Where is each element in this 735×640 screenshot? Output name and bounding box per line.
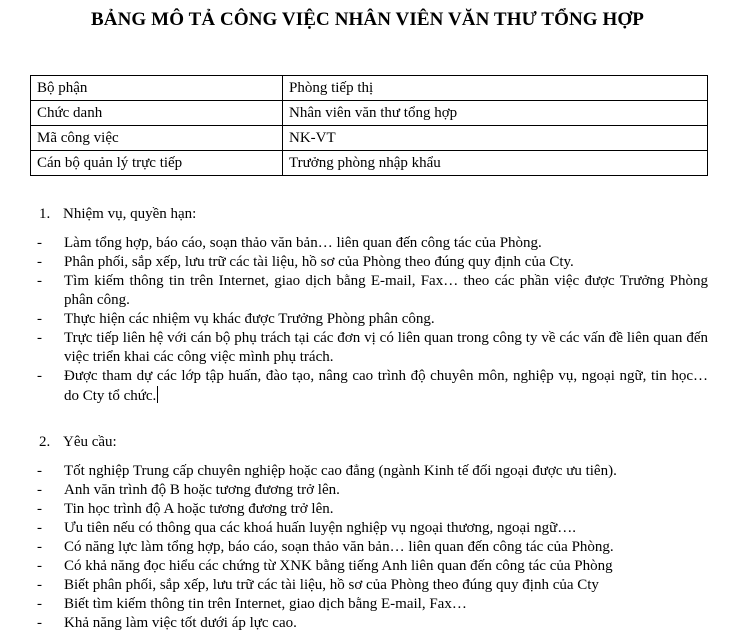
bullet-dash: - (37, 577, 42, 593)
list-item (37, 595, 708, 614)
list-item (37, 557, 708, 576)
list-item (37, 614, 708, 633)
bullet-dash: - (37, 501, 42, 517)
bullet-dash: - (37, 311, 42, 327)
list-item-text: Làm tổng hợp, báo cáo, soạn thảo văn bản… liên quan đến công tác của Phòng. (64, 235, 542, 251)
table-cell-value: Trưởng phòng nhập khẩu (283, 151, 708, 176)
bullet-dash: - (37, 368, 42, 384)
list-item (37, 329, 708, 367)
section-heading-text: Yêu cầu: (63, 434, 117, 450)
table-cell-value: Phòng tiếp thị (283, 76, 708, 101)
table-row (31, 76, 708, 101)
table-cell-label: Cán bộ quản lý trực tiếp (31, 151, 283, 176)
section-heading-duties (39, 205, 196, 224)
document-title: BẢNG MÔ TẢ CÔNG VIỆC NHÂN VIÊN VĂN THƯ TỔNG HỢP (91, 9, 644, 30)
bullet-dash: - (37, 615, 42, 631)
list-item-text: Phân phối, sắp xếp, lưu trữ các tài liệu, hồ sơ của Phòng theo đúng quy định của Cty. (64, 254, 574, 270)
table-cell-label: Bộ phận (31, 76, 283, 101)
table-cell-value: Nhân viên văn thư tổng hợp (283, 101, 708, 126)
list-item-text: Được tham dự các lớp tập huấn, đào tạo, nâng cao trình độ chuyên môn, nghiệp vụ, ngoại ngữ, tin học… do Cty tổ chức. (64, 368, 708, 404)
table-row (31, 126, 708, 151)
list-item (37, 481, 708, 500)
table-cell-value: NK-VT (283, 126, 708, 151)
list-item (37, 462, 708, 481)
job-info-table (30, 75, 708, 176)
list-item (37, 310, 708, 329)
list-item-text: Tin học trình độ A hoặc tương đương trở lên. (64, 501, 334, 517)
list-item (37, 576, 708, 595)
list-item (37, 234, 708, 253)
bullet-dash: - (37, 254, 42, 270)
list-item-text: Trực tiếp liên hệ với cán bộ phụ trách tại các đơn vị có liên quan trong công ty về các vấn đề liên quan đến việc triển khai các công việc mình phụ trách. (64, 330, 708, 365)
list-item (37, 367, 708, 406)
section-number: 1. (39, 206, 51, 222)
bullet-dash: - (37, 558, 42, 574)
list-item-text: Anh văn trình độ B hoặc tương đương trở lên. (64, 482, 340, 498)
section-number: 2. (39, 434, 51, 450)
list-item-text: Ưu tiên nếu có thông qua các khoá huấn luyện nghiệp vụ ngoại thương, ngoại ngữ…. (64, 520, 576, 536)
list-item-text: Biết tìm kiếm thông tin trên Internet, giao dịch bằng E-mail, Fax… (64, 596, 467, 612)
list-item-text: Tốt nghiệp Trung cấp chuyên nghiệp hoặc cao đẳng (ngành Kinh tế đối ngoại được ưu tiên). (64, 463, 617, 479)
bullet-dash: - (37, 520, 42, 536)
requirements-list (37, 462, 708, 633)
bullet-dash: - (37, 273, 42, 289)
list-item-text: Thực hiện các nhiệm vụ khác được Trưởng Phòng phân công. (64, 311, 435, 327)
bullet-dash: - (37, 596, 42, 612)
table-cell-label: Mã công việc (31, 126, 283, 151)
bullet-dash: - (37, 539, 42, 555)
list-item-text: Có khả năng đọc hiểu các chứng từ XNK bằng tiếng Anh liên quan đến công tác của Phòng (64, 558, 613, 574)
table-row (31, 101, 708, 126)
table-cell-label: Chức danh (31, 101, 283, 126)
text-cursor (157, 386, 158, 403)
list-item (37, 272, 708, 310)
list-item (37, 253, 708, 272)
list-item-text: Khả năng làm việc tốt dưới áp lực cao. (64, 615, 297, 631)
list-item (37, 519, 708, 538)
bullet-dash: - (37, 330, 42, 346)
list-item-text: Tìm kiếm thông tin trên Internet, giao dịch bằng E-mail, Fax… theo các phần việc được Trưởng Phòng phân công. (64, 273, 708, 308)
list-item (37, 538, 708, 557)
section-heading-text: Nhiệm vụ, quyền hạn: (63, 206, 197, 222)
section-heading-requirements (39, 433, 117, 452)
bullet-dash: - (37, 463, 42, 479)
bullet-dash: - (37, 235, 42, 251)
list-item (37, 500, 708, 519)
duties-list (37, 234, 708, 406)
list-item-text: Có năng lực làm tổng hợp, báo cáo, soạn thảo văn bản… liên quan đến công tác của Phòng. (64, 539, 614, 555)
table-row (31, 151, 708, 176)
bullet-dash: - (37, 482, 42, 498)
list-item-text: Biết phân phối, sắp xếp, lưu trữ các tài liệu, hồ sơ của Phòng theo đúng quy định của Cty (64, 577, 599, 593)
